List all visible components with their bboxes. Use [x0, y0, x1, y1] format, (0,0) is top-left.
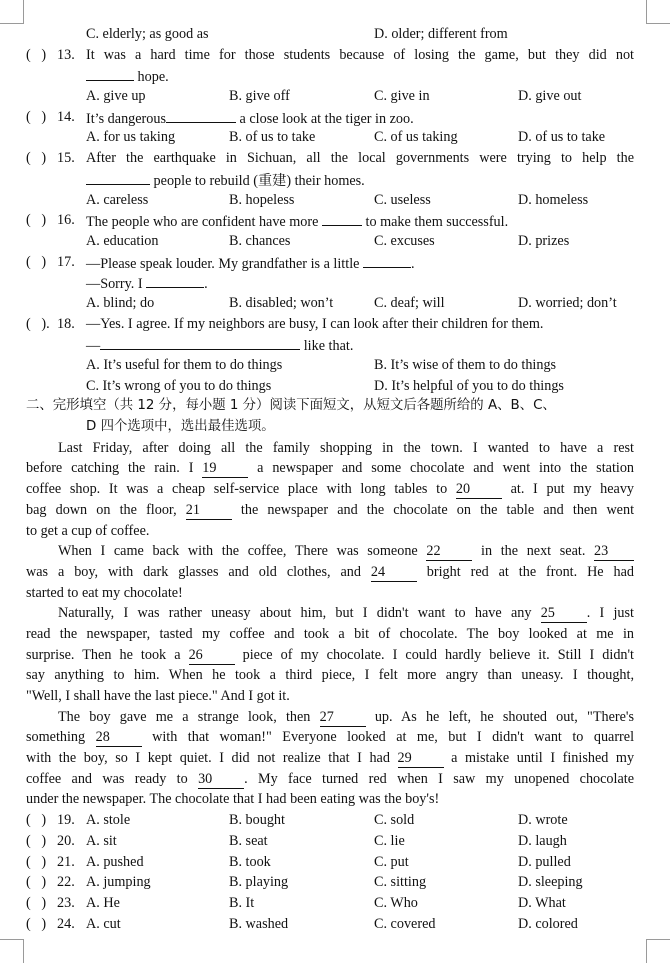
question-number: 15.: [57, 150, 75, 167]
answer-paren: ( ): [26, 46, 47, 63]
question-stem-end: .: [204, 276, 208, 293]
passage-paragraph-2: [26, 541, 634, 603]
passage-line: started to eat my chocolate!: [26, 584, 183, 601]
answer-paren: ( ): [26, 812, 47, 829]
q12-options-cd: [26, 24, 634, 45]
option-a: A. jumping: [86, 874, 151, 891]
passage-line: The boy gave me a strange look, then 27 up. As he left, he shouted out, "There's: [58, 708, 635, 725]
cloze-question-24: [26, 914, 634, 935]
option-d: D. pulled: [518, 853, 571, 870]
cloze-question-21: [26, 852, 634, 873]
answer-blank: [146, 272, 204, 288]
cloze-blank-23: 23: [594, 543, 634, 561]
option-b: B. bought: [229, 812, 285, 829]
option-b: B. It: [229, 894, 255, 911]
option-c: C. sitting: [374, 874, 427, 891]
answer-blank: [100, 334, 300, 350]
option-d: D. give out: [518, 88, 582, 105]
cloze-blank-27: 27: [320, 709, 366, 727]
option-b: B. hopeless: [229, 191, 295, 208]
passage-line: bag down on the floor, 21 the newspaper and the chocolate on the table and then went: [26, 501, 635, 518]
option-d: D. wrote: [518, 812, 568, 829]
answer-paren: ( ).: [26, 315, 50, 332]
option-c: C. deaf; will: [374, 294, 445, 311]
option-b: B. It’s wise of them to do things: [374, 357, 557, 373]
question-number: 22.: [57, 874, 75, 891]
question-number: 19.: [57, 812, 75, 829]
option-a: A. sit: [86, 832, 117, 849]
answer-blank: [166, 107, 236, 123]
option-b: B. playing: [229, 874, 289, 891]
passage-line: say anything to him. When he took a third piece, I felt more angry than uneasy. I thought,: [26, 667, 634, 684]
q15-stem-cont: [26, 169, 634, 190]
answer-paren: ( ): [26, 894, 47, 911]
option-c: C. Who: [374, 894, 418, 911]
option-d: D. It’s helpful of you to do things: [374, 377, 564, 394]
question-number: 24.: [57, 915, 75, 932]
question-stem-cont: hope.: [137, 69, 169, 86]
cloze-blank-20: 20: [456, 481, 502, 499]
q17-options: [26, 293, 634, 314]
answer-blank: [363, 252, 411, 268]
q13-options: [26, 86, 634, 107]
answer-blank: [86, 65, 134, 81]
crop-mark-bottom-left: [0, 939, 24, 963]
answer-paren: ( ): [26, 253, 47, 270]
cloze-blank-26: 26: [189, 647, 235, 665]
option-a: A. He: [86, 894, 120, 911]
option-b: B. of us to take: [229, 129, 316, 146]
passage-line: read the newspaper, tasted my coffee and took a bit of chocolate. The boy looked at me in: [26, 625, 634, 642]
q16-stem: [26, 210, 634, 231]
question-stem-cont: —Sorry. I: [86, 276, 143, 293]
passage-line: before catching the rain. I 19 a newspaper and some chocolate and went into the station: [26, 460, 635, 477]
passage-line: under the newspaper. The chocolate that I had been eating was the boy's!: [26, 791, 440, 808]
answer-blank: [86, 169, 150, 185]
option-d: D. prizes: [518, 232, 570, 249]
option-a: A. cut: [86, 915, 121, 932]
q15-options: [26, 190, 634, 211]
cloze-blank-29: 29: [398, 750, 444, 768]
option-c: C. lie: [374, 832, 405, 849]
q14-stem: [26, 107, 634, 128]
cloze-blank-19: 19: [202, 460, 248, 478]
cloze-question-19: [26, 810, 634, 831]
q13-stem-cont: [26, 65, 634, 86]
question-stem: —Please speak louder. My grandfather is a little .: [86, 252, 634, 275]
option-d: D. older; different from: [374, 26, 508, 42]
option-c: C. It’s wrong of you to do things: [86, 377, 272, 394]
cloze-question-22: [26, 872, 634, 893]
option-a: A. for us taking: [86, 129, 176, 146]
option-d: D. laugh: [518, 832, 567, 849]
question-stem: —Yes. I agree. If my neighbors are busy, I can look after their children for them.: [86, 315, 544, 332]
question-number: 18.: [57, 315, 75, 332]
page-content: [26, 24, 634, 934]
crop-mark-top-left: [0, 0, 24, 24]
option-a: A. education: [86, 232, 159, 249]
passage-line: something 28 with that woman!" Everyone looked at me, but I didn't want to quarrel: [26, 729, 635, 746]
q18-options-ab: [26, 355, 634, 376]
option-a: A. stole: [86, 812, 131, 829]
question-stem-end: like that.: [303, 338, 354, 355]
cloze-blank-22: 22: [426, 543, 472, 561]
passage-line: When I came back with the coffee, There was someone 22 in the next seat. 23: [26, 541, 634, 562]
cloze-question-20: [26, 831, 634, 852]
passage-line: with the boy, so I kept quiet. I did not realize that I had 29 a mistake until I finished my: [26, 750, 635, 767]
question-number: 21.: [57, 853, 75, 870]
question-number: 23.: [57, 894, 75, 911]
option-c: C. covered: [374, 915, 436, 932]
cloze-question-23: [26, 893, 634, 914]
section-heading-cont: D 四个选项中，选出最佳选项。: [86, 419, 275, 435]
cloze-blank-24: 24: [371, 564, 417, 582]
option-a: A. careless: [86, 191, 149, 208]
cloze-blank-21: 21: [186, 502, 232, 520]
option-a: A. It’s useful for them to do things: [86, 357, 283, 373]
option-c: C. give in: [374, 88, 430, 105]
option-d: D. colored: [518, 915, 578, 932]
option-d: D. homeless: [518, 191, 589, 208]
passage-line: surprise. Then he took a 26 piece of my chocolate. I could hardly believe it. Still I didn't: [26, 646, 635, 663]
answer-paren: ( ): [26, 212, 47, 229]
passage-paragraph-4: [26, 707, 634, 810]
option-c: C. elderly; as good as: [86, 26, 209, 42]
q14-options: [26, 127, 634, 148]
option-b: B. chances: [229, 232, 291, 249]
answer-paren: ( ): [26, 874, 47, 891]
passage-line: "Well, I shall have the last piece." And I got it.: [26, 688, 290, 704]
question-stem: The people who are confident have more to make them successful.: [86, 210, 634, 233]
option-a: A. blind; do: [86, 294, 155, 311]
option-a: A. pushed: [86, 853, 144, 870]
passage-line: to get a cup of coffee.: [26, 522, 150, 539]
option-c: C. sold: [374, 812, 415, 829]
question-stem: After the earthquake in Sichuan, all the local governments were trying to help the: [86, 150, 634, 167]
option-b: B. seat: [229, 832, 268, 849]
answer-blank: [322, 210, 362, 226]
option-d: D. What: [518, 894, 566, 911]
answer-paren: ( ): [26, 150, 47, 167]
q13-stem: [26, 45, 634, 66]
passage-paragraph-3: [26, 603, 634, 706]
option-c: C. excuses: [374, 232, 435, 249]
passage-line: was a boy, with dark glasses and old clothes, and 24 bright red at the front. He had: [26, 563, 635, 580]
answer-paren: ( ): [26, 108, 47, 125]
question-stem: It’s dangerous a close look at the tiger in zoo.: [86, 107, 634, 130]
q18-stem-cont: [26, 334, 634, 355]
question-stem-cont: —: [86, 338, 101, 355]
passage-line: coffee shop. It was a cheap self-service place with long tables to 20 at. I put my heavy: [26, 481, 635, 498]
question-number: 17.: [57, 253, 75, 270]
option-c: C. of us taking: [374, 129, 458, 146]
answer-paren: ( ): [26, 915, 47, 932]
cloze-blank-28: 28: [96, 729, 142, 747]
question-number: 13.: [57, 46, 75, 63]
answer-paren: ( ): [26, 832, 47, 849]
question-number: 16.: [57, 212, 75, 229]
option-c: C. useless: [374, 191, 431, 208]
passage-line: coffee and was ready to 30 . My face turned red when I saw my unopened chocolate: [26, 770, 635, 787]
q17-stem: [26, 252, 634, 273]
passage-paragraph-1: [26, 438, 634, 541]
crop-mark-bottom-right: [646, 939, 670, 963]
q16-options: [26, 231, 634, 252]
cloze-blank-25: 25: [541, 605, 587, 623]
option-a: A. give up: [86, 88, 146, 105]
passage-line: Last Friday, after doing all the family shopping in the town. I wanted to have a rest: [58, 439, 634, 456]
option-c: C. put: [374, 853, 409, 870]
option-d: D. sleeping: [518, 874, 583, 891]
option-b: B. disabled; won’t: [229, 294, 334, 311]
question-number: 14.: [57, 108, 75, 125]
option-b: B. give off: [229, 88, 290, 105]
option-b: B. took: [229, 853, 271, 870]
q15-stem: [26, 148, 634, 169]
question-stem: It was a hard time for those students because of losing the game, but they did not: [86, 46, 634, 63]
option-b: B. washed: [229, 915, 289, 932]
q18-stem: [26, 314, 634, 335]
passage-line: Naturally, I was rather uneasy about him, but I didn't want to have any 25 . I just: [58, 605, 634, 622]
question-stem-cont: people to rebuild (重建) their homes.: [153, 172, 365, 189]
q17-stem-cont: [26, 272, 634, 293]
question-number: 20.: [57, 832, 75, 849]
option-d: D. of us to take: [518, 129, 606, 146]
q18-options-cd: [26, 376, 634, 397]
cloze-blank-30: 30: [198, 771, 244, 789]
option-d: D. worried; don’t: [518, 294, 617, 311]
section-heading: 二、完形填空（共 12 分，每小题 1 分）阅读下面短文，从短文后各题所给的 A、B、C、: [26, 398, 556, 414]
crop-mark-top-right: [646, 0, 670, 24]
answer-paren: ( ): [26, 853, 47, 870]
